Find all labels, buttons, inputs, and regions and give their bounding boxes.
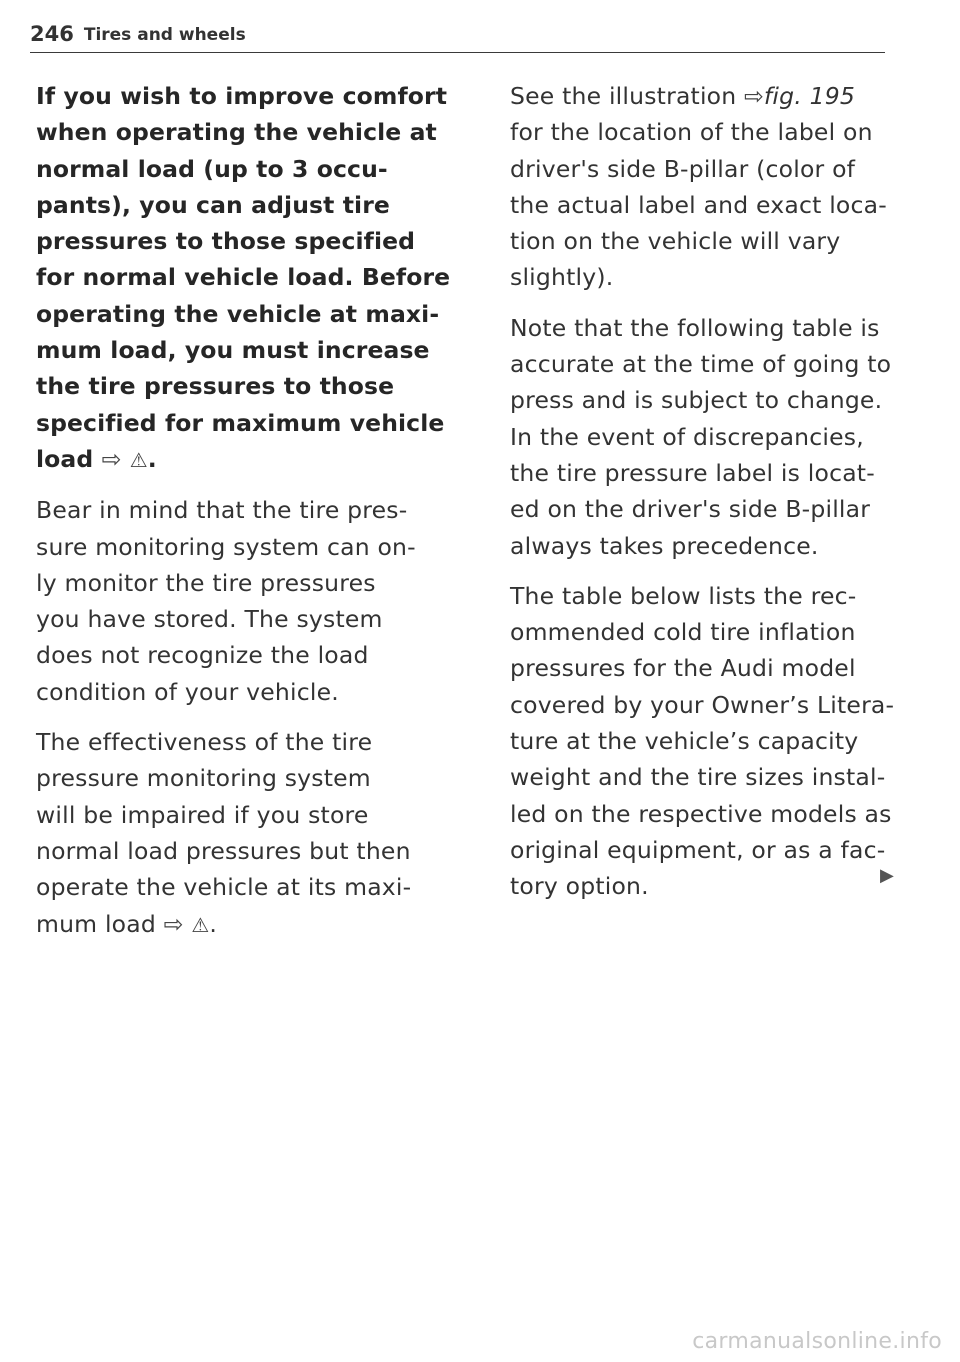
text-line: ly monitor the tire pressures bbox=[36, 568, 376, 597]
text-line: pressures for the Audi model bbox=[510, 654, 856, 683]
text-line: specified for maximum vehicle bbox=[36, 408, 445, 437]
text-line: led on the respective models as bbox=[510, 799, 892, 828]
text-line: the tire pressures to those bbox=[36, 372, 395, 401]
text-line: tory option. bbox=[510, 872, 649, 901]
text-line: the actual label and exact loca- bbox=[510, 190, 887, 219]
reference-arrow-icon[interactable]: ⇨ bbox=[744, 82, 764, 110]
text-line: accurate at the time of going to bbox=[510, 350, 892, 379]
text-fragment: load bbox=[36, 444, 94, 473]
text-line: tion on the vehicle will vary bbox=[510, 227, 841, 256]
text-line bbox=[36, 441, 456, 478]
period: . bbox=[209, 909, 218, 938]
text-line: The table below lists the rec- bbox=[510, 581, 857, 610]
text-line: original equipment, or as a fac- bbox=[510, 835, 886, 864]
warning-icon[interactable]: ⚠ bbox=[191, 912, 210, 937]
text-line: If you wish to improve comfort bbox=[36, 82, 448, 110]
text-line: will be impaired if you store bbox=[36, 800, 369, 829]
text-line: does not recognize the load bbox=[36, 641, 369, 670]
page-header bbox=[30, 22, 885, 53]
text-line: the tire pressure label is locat- bbox=[510, 458, 875, 487]
reference-arrow-icon[interactable]: ⇨ bbox=[101, 444, 122, 473]
text-fragment: mum load bbox=[36, 909, 156, 938]
text-line: driver's side B-pillar (color of bbox=[510, 154, 856, 183]
text-line: you have stored. The system bbox=[36, 605, 383, 634]
watermark-text: carmanualsonline.info bbox=[692, 1329, 942, 1354]
text-fragment: See the illustration bbox=[510, 82, 737, 110]
figure-reference-link[interactable]: fig. 195 bbox=[763, 82, 856, 110]
text-line: ture at the vehicle’s capacity bbox=[510, 727, 859, 756]
effectiveness-paragraph bbox=[36, 724, 456, 943]
text-line: Note that the following table is bbox=[510, 313, 880, 342]
load-pressure-notice bbox=[36, 78, 456, 478]
page-number: 246 bbox=[30, 22, 74, 46]
text-line: normal load pressures but then bbox=[36, 836, 411, 865]
text-line: In the event of discrepancies, bbox=[510, 422, 864, 451]
left-column bbox=[36, 78, 456, 957]
text-line bbox=[510, 78, 890, 114]
text-line: slightly). bbox=[510, 263, 614, 292]
text-line bbox=[36, 906, 456, 943]
text-line: mum load, you must increase bbox=[36, 336, 430, 365]
text-line: pressure monitoring system bbox=[36, 764, 371, 793]
text-line: for the location of the label on bbox=[510, 118, 873, 147]
text-line: normal load (up to 3 occu- bbox=[36, 154, 388, 183]
text-line: pressures to those specified bbox=[36, 227, 416, 256]
text-line: ed on the driver's side B-pillar bbox=[510, 495, 871, 524]
monitoring-paragraph bbox=[36, 492, 456, 710]
accuracy-paragraph bbox=[510, 310, 890, 564]
label-location-paragraph bbox=[510, 78, 890, 296]
text-line: sure monitoring system can on- bbox=[36, 532, 416, 561]
warning-icon[interactable]: ⚠ bbox=[129, 447, 148, 472]
text-line: for normal vehicle load. Before bbox=[36, 263, 451, 292]
continue-arrow-icon[interactable]: ▶ bbox=[880, 865, 894, 886]
reference-arrow-icon[interactable]: ⇨ bbox=[163, 909, 184, 938]
text-line: operate the vehicle at its maxi- bbox=[36, 873, 412, 902]
section-title: Tires and wheels bbox=[83, 25, 246, 45]
text-line: covered by your Owner’s Litera- bbox=[510, 690, 895, 719]
text-line: condition of your vehicle. bbox=[36, 677, 339, 706]
right-column bbox=[510, 78, 895, 919]
text-line: ommended cold tire inflation bbox=[510, 618, 856, 647]
text-line: The effectiveness of the tire bbox=[36, 728, 373, 757]
text-line: pants), you can adjust tire bbox=[36, 190, 390, 219]
text-line: when operating the vehicle at bbox=[36, 118, 437, 147]
text-line: Bear in mind that the tire pres- bbox=[36, 496, 408, 525]
text-line: operating the vehicle at maxi- bbox=[36, 299, 440, 328]
text-line: press and is subject to change. bbox=[510, 386, 883, 415]
table-intro-paragraph bbox=[510, 578, 895, 905]
period: . bbox=[147, 444, 157, 473]
text-line: weight and the tire sizes instal- bbox=[510, 763, 886, 792]
text-line: always takes precedence. bbox=[510, 531, 819, 560]
